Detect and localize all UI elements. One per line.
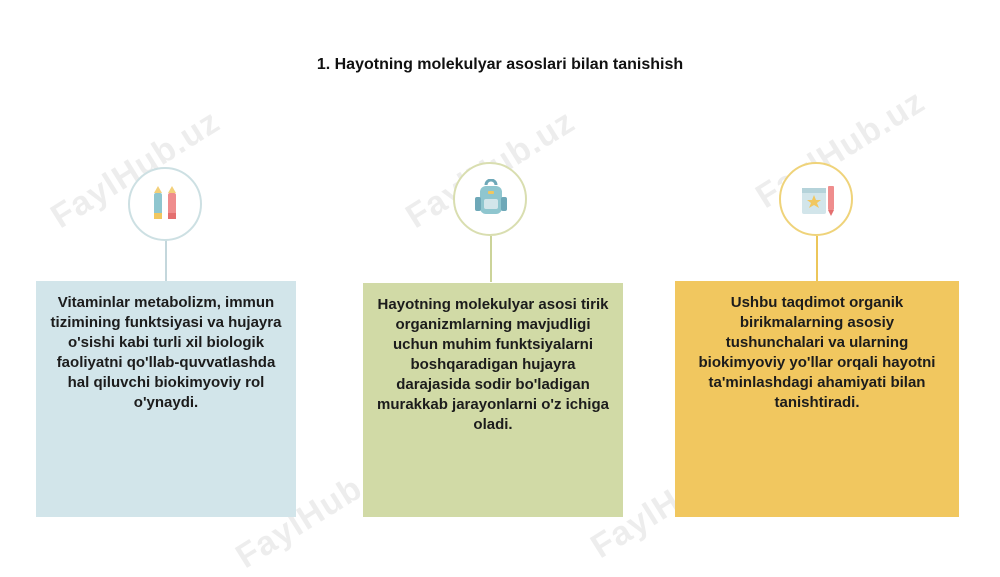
watermark: FaylHub.uz [44,102,227,236]
connector-line [165,236,167,282]
slide-title: 1. Hayotning molekulyar asoslari bilan tanishish [316,56,684,73]
icon-circle [453,162,527,236]
info-card [36,281,296,517]
pencils-icon [148,185,184,225]
card-text: Vitaminlar metabolizm, immun tizimining funktsiyasi va hujayra o'sishi kabi turli xil biologik faoliyatni qo'llab-quvvatlashda hal qiluvchi biokimyoviy rol o'ynaydi. [50,294,282,411]
card-text: Ushbu taqdimot organik birikmalarning asosiy tushunchalari va ularning biokimyoviy yo'llar orqali hayotni ta'minlashdagi ahamiyati bilan tanishtiradi. [698,294,936,411]
icon-circle [128,167,202,241]
card-text: Hayotning molekulyar asosi tirik organizmlarning mavjudligi uchun muhim funktsiyalarni boshqaradigan hujayra darajasida sodir bo'ladigan murakkab jarayonlarni o'z ichiga oladi. [377,296,609,433]
connector-line [490,236,492,282]
backpack-icon [472,179,510,219]
info-card [363,283,623,517]
connector-line [816,236,818,282]
notebook-pencil-icon [798,180,838,220]
icon-circle [779,162,853,236]
info-card [675,281,959,517]
watermark: FaylHub.uz [229,442,412,576]
watermark: FaylHub.uz [749,82,932,216]
